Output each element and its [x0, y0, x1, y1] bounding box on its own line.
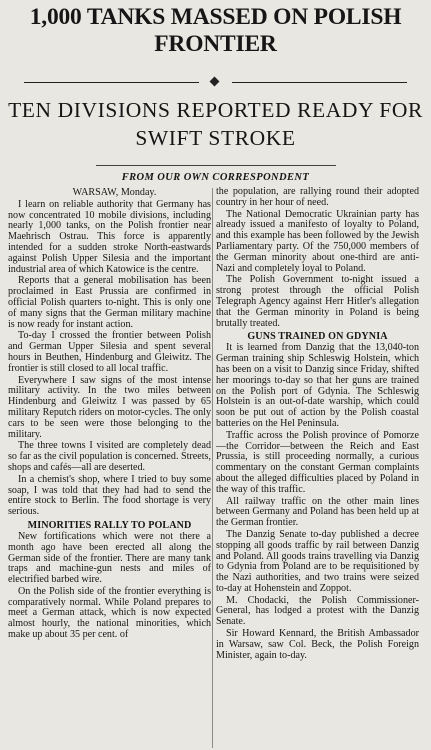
headline: 1,000 TANKS MASSED ON POLISH FRONTIER [29, 4, 402, 57]
dateline: WARSAW, Monday. [72, 188, 157, 198]
right-column [216, 187, 419, 747]
paragraph: the population, are rallying round their adopted country in her hour of need. [216, 187, 419, 208]
section-heading: MINORITIES RALLY TO POLAND [27, 519, 192, 531]
subheadline: TEN DIVISIONS REPORTED READY FOR SWIFT STROKE [8, 98, 423, 150]
paragraph: All railway traffic on the other main lines between Germany and Poland has been held up at the German frontier. [216, 495, 419, 529]
paragraph: Sir Howard Kennard, the British Ambassador in Warsaw, saw Col. Beck, the Polish Foreign Minister, again to-day. [216, 628, 419, 661]
paragraph: In a chemist's shop, where I tried to buy some soap, I was told that they had had to send the entire stock to Berlin. The food shortage is very serious. [8, 473, 211, 518]
paragraph: New fortifications which were not there a month ago have been erected all along the German side of the frontier. There are many tank traps and machine-gun nests and miles of electrified barbed wire. [8, 530, 211, 586]
paragraph: On the Polish side of the frontier everything is comparatively normal. While Poland prepares to meet a German attack, which is now expected almost hourly, the national minorities, which make up about 35 per cent. of [8, 585, 211, 641]
paragraph: Everywhere I saw signs of the most intense military activity. In the two miles between Hindenburg and Gleiwitz I was passed by 65 military Reputch riders on motor-cycles. The only cars to be seen were those belonging to the military. [8, 374, 211, 440]
byline-rule [96, 165, 336, 166]
column-rule [212, 188, 213, 748]
paragraph: The three towns I visited are completely dead so far as the civil population is concerned. Streets, shops and cafés—all are deserted. [8, 440, 211, 473]
left-column [8, 188, 211, 748]
paragraph: To-day I crossed the frontier between Polish and German Upper Silesia and spent several hours in Beuthen, Hindenburg and Gleiwitz. The frontier is still closed to all local traffic. [8, 330, 211, 374]
byline: FROM OUR OWN CORRESPONDENT [121, 172, 310, 183]
divider-line-left [24, 82, 199, 83]
divider-line-right [232, 82, 407, 83]
section-heading: GUNS TRAINED ON GDYNIA [247, 331, 388, 343]
paragraph: The Polish Government to-night issued a strong protest through the official Polish Telegraph Agency against Herr Hitler's allegation that the German minority in Poland is being brutally treated. [216, 274, 419, 329]
ornamental-divider [24, 78, 407, 88]
paragraph: Reports that a general mobilisation has been proclaimed in East Prussia are confirmed in official Polish quarters to-night. This is only one of many signs that the German military machine is now ready for instant action. [8, 275, 211, 330]
paragraph: It is learned from Danzig that the 13,040-ton German training ship Schleswig Holstein, which has been on a visit to Danzig since Friday, shifted her moorings to-day so that her guns are trained on the Polish port of Gdynia. The Schleswig Holstein is an out-of-date warship, which could soon be put out of action by the Polish coastal batteries on the Hel Peninsula. [216, 342, 419, 429]
paragraph: I learn on reliable authority that Germany has now concentrated 10 mobile divisions, including nearly 1,000 tanks, on the Polish frontier near Maehrisch Ostrau. This force is apparently intended for a sudden stroke North-eastwards against Polish Upper Silesia and the important industrial area of which Katowice is the centre. [8, 198, 211, 275]
paragraph: The National Democratic Ukrainian party has already issued a manifesto of loyalty to Poland, and this example has been followed by the Jewish Parliamentary party. Of the 750,000 members of the German minority about one-third are anti-Nazi and completely loyal to Poland. [216, 208, 419, 274]
diamond-ornament-icon [210, 77, 220, 87]
paragraph: The Danzig Senate to-day published a decree stopping all goods traffic by rail between Danzig and Poland. All goods trains travelling via Danzig to Gdynia from Poland are to be requisitioned by the Nazi authorities, and two trains were seized to-day at Hohenstein and Zoppot. [216, 528, 419, 594]
paragraph: M. Chodacki, the Polish Commissioner-General, has lodged a protest with the Danzig Senate. [216, 594, 419, 628]
paragraph: Traffic across the Polish province of Pomorze—the Corridor—between the Reich and East Prussia, is still proceeding normally, a curious commentary on the constant German complaints about the alleged difficulties placed by Poland in the way of this traffic. [216, 429, 419, 495]
